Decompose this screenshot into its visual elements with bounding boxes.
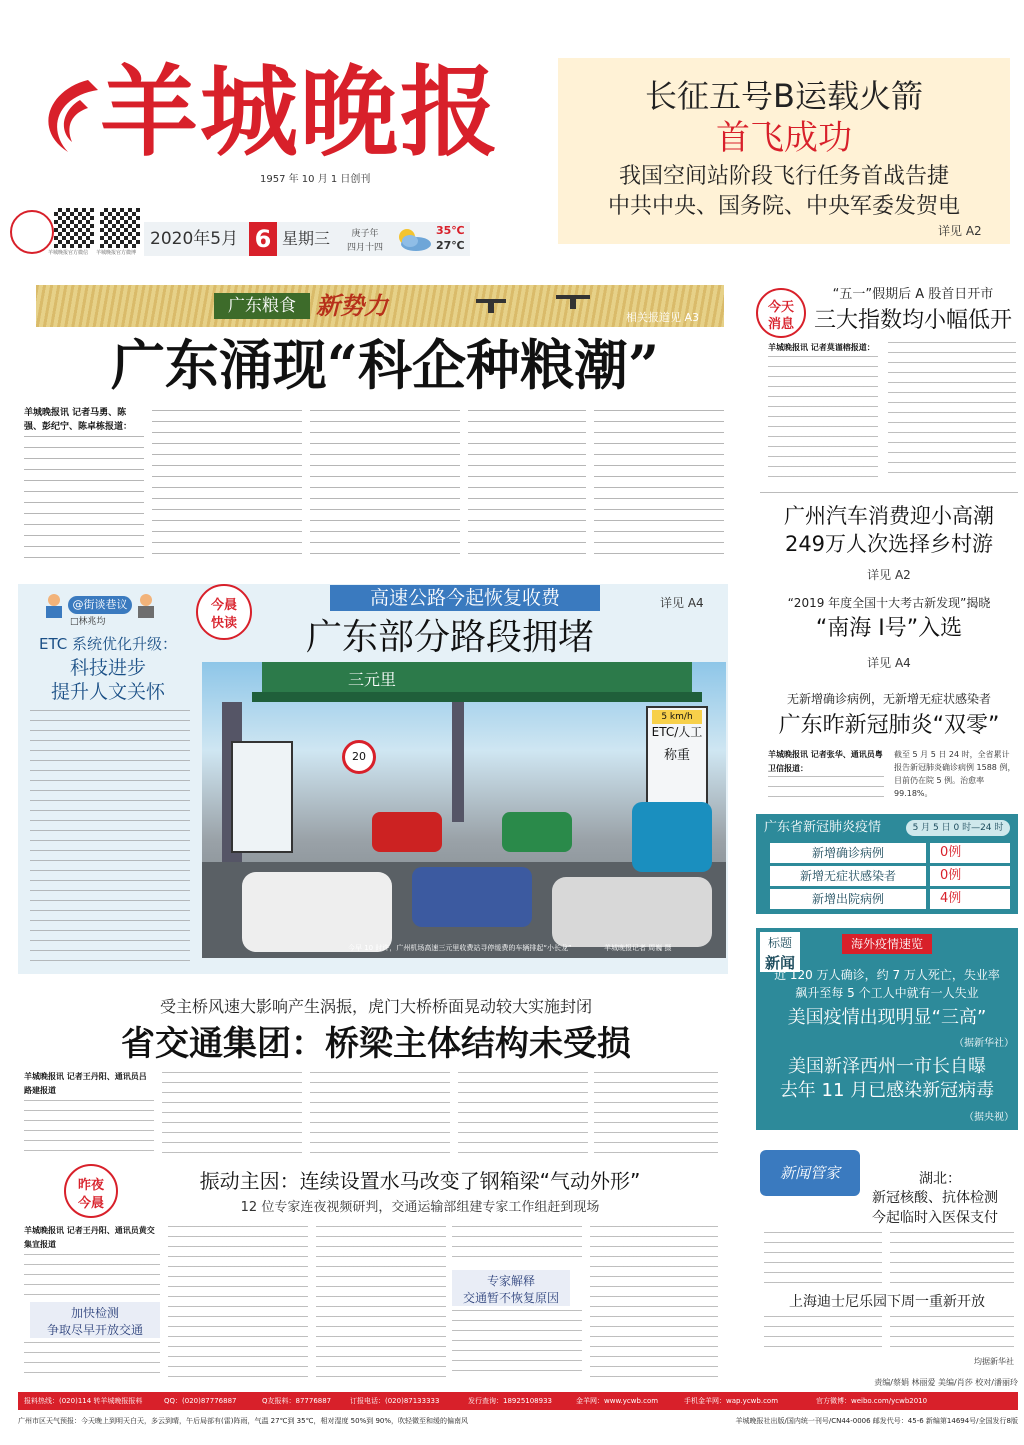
footer-contact-bar — [18, 1392, 1018, 1410]
overseas-tag-2: 新闻 — [764, 954, 795, 972]
stats-row-confirmed — [770, 843, 1010, 863]
market-headline: 三大指数均小幅低开 — [813, 308, 1012, 333]
top-story-ref: 详见 A2 — [938, 224, 982, 238]
morning-brief-badge — [196, 584, 252, 640]
stats-row-discharged — [770, 889, 1010, 909]
stats-label: 新增确诊病例 — [770, 843, 926, 863]
column-figure-icon — [42, 592, 66, 618]
qr-code-wechat — [54, 208, 94, 248]
lead-text-col-2 — [152, 410, 302, 560]
stats-value: 4例 — [930, 889, 1010, 909]
stats-value: 0例 — [930, 843, 1010, 863]
bridge-box-1-line1: 加快检测 — [70, 1306, 119, 1320]
covid-text-col-2: 截至 5 月 5 日 24 时，全省累计报告新冠肺炎确诊病例 1588 例，目前仍在院 5 例。治愈率 99.18%。 — [894, 750, 1016, 798]
wellness-text-col-1 — [764, 1232, 882, 1286]
date-day: 6 — [249, 222, 277, 256]
bridge-box-1 — [30, 1302, 160, 1338]
lead-text-col-4 — [468, 410, 586, 560]
wellness-text-col-3 — [764, 1316, 882, 1354]
bridge-text-col-5 — [594, 1072, 718, 1156]
top-story-line3: 我国空间站阶段飞行任务首战告捷 — [618, 164, 949, 189]
column-title-2: 科技进步 — [69, 657, 146, 679]
anniversary-seal — [10, 210, 54, 254]
lead-text-col-1 — [24, 436, 144, 560]
badge-text-1: 今天 — [767, 300, 794, 315]
bridge-box-2 — [452, 1270, 570, 1306]
bridge-text-col-3 — [310, 1072, 450, 1156]
top-story-line4: 中共中央、国务院、中央军委发贺电 — [607, 194, 960, 219]
stats-label: 新增出院病例 — [770, 889, 926, 909]
banner-slogan: 新势力 — [316, 291, 388, 320]
photo-caption: 今早 10 时许，广州机场高速三元里收费站寻停缓费的车辆排起“小长龙” — [348, 944, 572, 952]
stats-row-asymptomatic — [770, 866, 1010, 886]
badge-text-2: 快读 — [210, 616, 237, 631]
badge-text-2: 今晨 — [77, 1196, 104, 1211]
bridge-byline-2: 羊城晚报讯 记者王丹阳、通讯员黄交集宣报道 — [24, 1226, 155, 1249]
logo-swoosh-icon — [28, 70, 108, 160]
lead-text-col-5 — [594, 410, 724, 560]
qr-label-weibo: 羊城晚报官方微博 — [96, 250, 137, 256]
wellness-text-col-4 — [890, 1316, 1014, 1354]
bridge-text-col-12 — [590, 1226, 718, 1378]
bridge-headline: 省交通集团：桥梁主体结构未受损 — [121, 1024, 631, 1064]
overseas-source-1: （据新华社） — [954, 1038, 1014, 1049]
qr-code-weibo — [100, 208, 140, 248]
date-year-month: 2020年5月 — [150, 229, 239, 249]
highway-photo — [202, 662, 726, 958]
badge-text-2: 消息 — [767, 317, 794, 332]
bridge-text-col-6 — [24, 1254, 160, 1298]
last-night-badge — [64, 1164, 118, 1218]
date-weekday: 星期三 — [282, 229, 331, 248]
lane-sign-weigh: 称重 — [663, 748, 690, 763]
lead-text-col-3 — [310, 410, 460, 560]
editor-credits: 责编/蔡娟 林丽爱 美编/肖莎 校对/潘丽玲 — [874, 1378, 1018, 1387]
market-kicker: “五一”假期后 A 股首日开市 — [832, 287, 994, 302]
lunar-year: 庚子年 — [351, 229, 379, 239]
speed-sign: 5 km/h — [652, 710, 702, 724]
masthead — [0, 0, 560, 255]
news-manager-badge — [760, 1150, 860, 1196]
bridge-text-col-7 — [24, 1342, 160, 1378]
wellness-headline-2: 今起临时入医保支付 — [872, 1210, 998, 1226]
overseas-kicker-1: 近 120 万人确诊，约 7 万人死亡，失业率 — [774, 968, 1000, 982]
bridge-text-col-10 — [452, 1226, 582, 1266]
market-byline: 羊城晚报讯 记者莫谨榕报道： — [768, 343, 875, 352]
bridge-box-1-line2: 争取尽早开放交通 — [46, 1323, 143, 1337]
bridge-box-2-line1: 专家解释 — [486, 1274, 535, 1288]
overseas-kicker-2: 飙升至每 5 个工人中就有一人失业 — [795, 986, 979, 1000]
toll-sign-1: 三元里 — [347, 670, 396, 689]
footer-weibo: 官方微博：weibo.com/ycwb2010 — [816, 1397, 928, 1405]
bridge-byline-1: 羊城晚报讯 记者王丹阳、通讯员吕路建报道 — [24, 1072, 147, 1095]
photo-credit: 羊城晚报记者 周巍 摄 — [604, 944, 672, 952]
wellness-headline-3: 上海迪士尼乐园下周一重新开放 — [789, 1294, 985, 1310]
footer-publisher: 羊城晚报社出版/国内统一刊号/CN44-0006 邮发代号：45-6 新编第14694号/全国发行8版 — [735, 1417, 1018, 1425]
auto-headline-1: 广州汽车消费迎小高潮 — [784, 504, 994, 528]
stats-label: 新增无症状感染者 — [770, 866, 926, 886]
bridge-text-col-9 — [316, 1226, 446, 1378]
wellness-source: 均据新华社 — [974, 1357, 1014, 1366]
divider — [760, 492, 1018, 493]
overseas-headline-2a: 美国新泽西州一市长自曝 — [788, 1056, 986, 1077]
covid-byline: 羊城晚报讯 记者张华、通讯员粤卫信报道： — [768, 750, 883, 773]
stats-title: 广东省新冠肺炎疫情 — [764, 820, 882, 835]
footer-mobile: 手机金羊网：wap.ycwb.com — [684, 1397, 779, 1405]
lead-banner — [36, 285, 724, 327]
highway-headline: 广东部分路段拥堵 — [305, 617, 594, 658]
highway-ref: 详见 A4 — [660, 596, 704, 610]
temp-high: 35℃ — [436, 224, 465, 237]
banner-ref: 相关报道见 A3 — [626, 311, 700, 324]
wellness-text-col-2 — [890, 1232, 1014, 1286]
covid-headline: 广东昨新冠肺炎“双零” — [778, 713, 1000, 738]
column-title-3: 提升人文关怀 — [50, 681, 165, 703]
badge-text-1: 昨夜 — [77, 1178, 104, 1193]
bridge-sub-headline: 振动主因：连续设置水马改变了钢箱梁“气动外形” — [199, 1169, 641, 1193]
wellness-region: 湖北： — [919, 1171, 961, 1187]
bridge-text-col-4 — [458, 1072, 588, 1156]
top-story-line2: 首飞成功 — [716, 118, 852, 158]
stats-date: 5 月 5 日 0 时—24 时 — [906, 820, 1010, 836]
footer-distribution: 发行查询：18925108933 — [468, 1397, 552, 1405]
lane-sign-etc: ETC/人工 — [651, 725, 703, 739]
overseas-box — [756, 928, 1018, 1130]
column-author: □林兆均 — [70, 617, 106, 627]
column-title-1: ETC 系统优化升级： — [38, 635, 177, 653]
highway-photo-scene — [202, 662, 726, 958]
founded-date: 1957 年 10 月 1 日创刊 — [260, 174, 371, 185]
covid-kicker: 无新增确诊病例，无新增无症状感染者 — [786, 692, 991, 706]
speed-limit-sign: 20 — [342, 740, 376, 774]
auto-ref: 详见 A2 — [867, 568, 911, 582]
stats-value: 0例 — [930, 866, 1010, 886]
highway-kicker: 高速公路今起恢复收费 — [330, 585, 600, 611]
today-news-badge — [756, 288, 806, 338]
weather-cloud-icon — [390, 225, 434, 253]
covid-text-col-1 — [768, 776, 884, 798]
qr-label-wechat: 羊城晚报官方微信 — [48, 250, 89, 256]
arch-kicker: “2019 年度全国十大考古新发现”揭晓 — [787, 596, 991, 610]
footer-hotline: 报料热线：(020)114 转羊城晚报报料 — [24, 1397, 143, 1405]
bridge-text-col-11 — [452, 1310, 582, 1378]
bridge-text-col-2 — [162, 1072, 302, 1156]
lead-byline: 羊城晚报讯 记者马勇、陈强、彭纪宁、陈卓栋报道： — [24, 408, 133, 432]
badge-text-1: 今晨 — [210, 598, 237, 613]
bridge-kicker: 受主桥风速大影响产生涡振，虎门大桥桥面晃动较大实施封闭 — [159, 997, 592, 1016]
footer-qq-report: Q友报料：87776887 — [262, 1397, 332, 1405]
footer-website: 金羊网：www.ycwb.com — [576, 1397, 659, 1405]
wellness-headline-1: 新冠核酸、抗体检测 — [872, 1190, 998, 1206]
lunar-date: 四月十四 — [346, 243, 383, 253]
banner-tag: 广东粮食 — [214, 293, 310, 319]
news-manager-label: 新闻管家 — [779, 1164, 840, 1182]
bridge-text-col-1 — [24, 1100, 154, 1156]
column-text — [30, 710, 190, 964]
overseas-source-2: （据央视） — [964, 1112, 1014, 1123]
bridge-sub-kicker: 12 位专家连夜视频研判，交通运输部组建专家工作组赶到现场 — [240, 1200, 600, 1215]
column-tag-label: @街谈巷议 — [68, 596, 132, 614]
lead-headline: 广东涌现“科企种粮潮” — [110, 333, 660, 397]
overseas-tag-1: 标题 — [767, 936, 792, 950]
overseas-headline-1: 美国疫情出现明显“三高” — [787, 1007, 987, 1028]
market-text-col-2 — [888, 342, 1016, 480]
arch-headline: “南海 I号”入选 — [815, 616, 963, 641]
bridge-box-2-line2: 交通暂不恢复原因 — [462, 1291, 559, 1305]
covid-stats-box — [756, 814, 1018, 914]
auto-headline-2: 249万人次选择乡村游 — [784, 532, 994, 556]
footer-weather: 广州市区天气预报：今天晚上到明天白天，多云到晴，午后局部有(雷)阵雨，气温 27℃到 35℃，相对湿度 50%到 90%，吹轻微至和缓的偏南风 — [18, 1417, 469, 1425]
top-story-line1: 长征五号B运载火箭 — [645, 77, 923, 115]
arch-ref: 详见 A4 — [867, 656, 911, 670]
footer-subscribe: 订报电话：(020)87133333 — [350, 1397, 440, 1405]
masthead-title: 羊城晚报 — [100, 55, 501, 170]
temp-low: 27℃ — [436, 239, 465, 252]
market-text-col-1 — [768, 356, 878, 480]
footer-qq: QQ：(020)87776887 — [164, 1397, 237, 1405]
overseas-headline-2b: 去年 11 月已感染新冠病毒 — [779, 1080, 995, 1101]
bridge-text-col-8 — [168, 1226, 308, 1378]
overseas-section: 海外疫情速览 — [842, 934, 932, 954]
top-story — [558, 58, 1010, 244]
date-bar — [144, 222, 470, 256]
drone-icon — [466, 289, 616, 323]
